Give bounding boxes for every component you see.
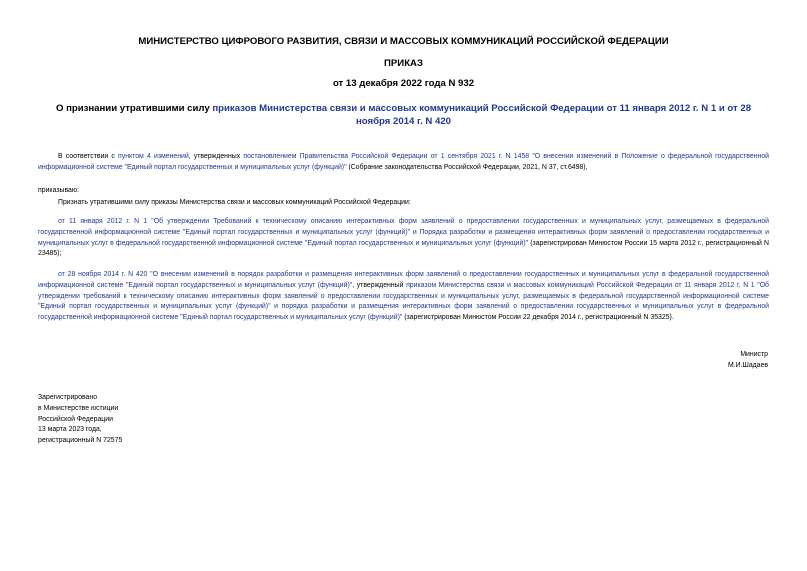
registration-block	[38, 393, 122, 447]
item-2-link-order[interactable]: от 28 ноября 2014 г. N 420 "О внесении изменений в порядок разработки и размещения интерактивных форм заявлений о предоставлении государственных и муниципальных услуг в федеральной государственной информационной системе "Единый портал государственных и муниципальных услуг (функций)"	[38, 271, 769, 289]
preamble-link-resolution[interactable]: постановлением Правительства Российской Федерации от 1 сентября 2021 г. N 1458 "О внесении изменений в Положение о федеральной государственной информационной системе "Единый портал государственных и муниципальных услуг (функций)"	[38, 153, 770, 171]
main-clause: Признать утратившими силу приказы Министерства связи и массовых коммуникаций Российской Федерации:	[58, 199, 411, 206]
preamble-link-clause[interactable]: пунктом 4 изменений	[118, 153, 189, 160]
item-2-tail: (зарегистрирован Минюстом России 22 декабря 2014 г., регистрационный N 35325).	[402, 314, 674, 322]
list-item-1	[38, 217, 769, 260]
registration-line-1: Зарегистрировано	[38, 394, 98, 401]
registration-line-2: в Министерстве юстиции	[38, 404, 119, 412]
signature-block	[728, 350, 768, 372]
preamble-text-3: (Собрание законодательства Российской Федерации, 2021, N 37, ст.6498),	[346, 163, 588, 171]
document-date-number: от 13 декабря 2022 года N 932	[332, 78, 475, 89]
signature-position: Министр	[740, 351, 768, 358]
document-title	[40, 103, 767, 128]
registration-line-4: 13 марта 2023 года,	[38, 426, 102, 434]
registration-line-3: Российской Федерации	[38, 415, 113, 423]
preamble-text-2: , утвержденных	[188, 153, 244, 160]
title-link[interactable]: приказов Министерства связи и массовых коммуникаций Российской Федерации от 11 января 2012 г. N 1 и от 28 ноября 2014 г. N 420	[212, 103, 752, 127]
registration-line-5: регистрационный N 72575	[38, 437, 123, 445]
ministry-name: МИНИСТЕРСТВО ЦИФРОВОГО РАЗВИТИЯ, СВЯЗИ И МАССОВЫХ КОММУНИКАЦИЙ РОССИЙСКОЙ ФЕДЕРАЦИИ	[138, 36, 669, 47]
item-2-text: , утвержденный	[352, 281, 407, 289]
document-type: ПРИКАЗ	[384, 58, 423, 69]
item-2-link-base-order[interactable]: приказом Министерства связи и массовых коммуникаций Российской Федерации от 11 января 2012 г. N 1 "Об утверждении требований к техническому описанию интерактивных форм заявлений о предоставлении государственных и муниципальных услуг, размещаемых в федеральной государственной информационной системе "Единый портал государственных и муниципальных услуг (функций)" и порядка разработки и размещения интерактивных форм заявлений о предоставлении государственных и муниципальных услуг в федеральной государственной информационной системе "Единый портал государственных и муниципальных услуг (функций)"	[38, 281, 769, 322]
list-item-2	[38, 270, 769, 324]
order-word: приказываю:	[38, 187, 79, 194]
preamble-text-1: В соответствии с	[58, 153, 119, 160]
title-prefix: О признании утратившими силу	[55, 103, 213, 114]
preamble-paragraph	[38, 152, 769, 174]
item-1-link[interactable]: от 11 января 2012 г. N 1 "Об утверждении Требований к техническому описанию интерактивных форм заявлений о предоставлении государственных и муниципальных услуг, размещаемых в федеральной государственной информационной системе "Единый портал государственных и муниципальных услуг (функций)" и Порядка разработки и размещения интерактивных форм заявлений о предоставлении государственных и муниципальных услуг в федеральной государственной информационной системе "Единый портал государственных и муниципальных услуг (функций)"	[38, 218, 769, 247]
item-1-tail: (зарегистрирован Минюстом России 15 марта 2012 г., регистрационный N 23485);	[38, 239, 770, 258]
signature-name: М.И.Шадаев	[727, 361, 768, 369]
